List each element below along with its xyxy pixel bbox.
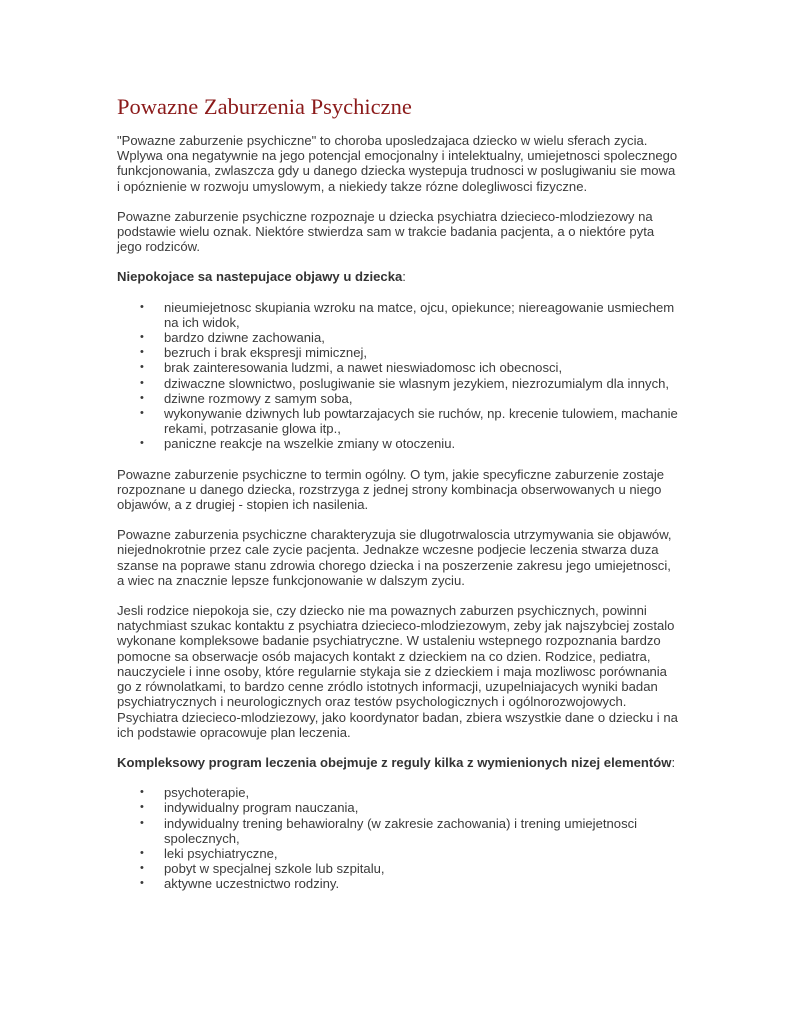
list-item-text: wykonywanie dziwnych lub powtarzajacych sie ruchów, np. krecenie tulowiem, machanie rekami, potrzasanie glowa itp., [164, 406, 678, 437]
list-item [117, 876, 679, 891]
bullet-icon: • [140, 437, 144, 450]
list-item-text: indywidualny program nauczania, [164, 800, 359, 816]
list-item [117, 816, 679, 846]
list-item [117, 406, 679, 436]
list-item-text: bardzo dziwne zachowania, [164, 330, 325, 346]
list-item-text: brak zainteresowania ludzmi, a nawet nieswiadomosc ich obecnosci, [164, 360, 563, 376]
list-item-text: psychoterapie, [164, 785, 250, 801]
bullet-icon: • [140, 300, 144, 313]
bullet-icon: • [140, 801, 144, 814]
bullet-icon: • [140, 391, 144, 404]
bullet-icon: • [140, 786, 144, 799]
bullet-icon: • [140, 331, 144, 344]
list-item-text: dziwne rozmowy z samym soba, [164, 390, 353, 406]
list-item-text: paniczne reakcje na wszelkie zmiany w otoczeniu. [164, 436, 456, 452]
list-item-text: leki psychiatryczne, [164, 845, 278, 861]
bullet-icon: • [140, 877, 144, 890]
symptoms-list [117, 300, 679, 452]
list-item [117, 345, 679, 360]
bullet-icon: • [140, 346, 144, 359]
list-item [117, 436, 679, 451]
symptoms-heading-text: Niepokojace sa nastepujace objawy u dziecka [117, 269, 403, 285]
treatment-heading [117, 755, 679, 770]
list-item [117, 376, 679, 391]
list-item [117, 360, 679, 375]
intro-paragraph-1: "Powazne zaburzenie psychiczne" to choroba uposledzajaca dziecko w wielu sferach zycia. Wplywa ona negatywnie na jego potencjal emocjonalny i intelektualny, umiejetnosci spolecznego funkcjonowania, zwlaszcza gdy u danego dziecka wystepuja trudnosci w poslugiwaniu sie mowa i opóznienie w rozwoju umyslowym, a niekiedy takze rózne dolegliwosci fizyczne. [117, 133, 678, 194]
list-item [117, 785, 679, 800]
treatment-heading-colon: : [671, 754, 676, 770]
bullet-icon: • [140, 846, 144, 859]
list-item-text: bezruch i brak ekspresji mimicznej, [164, 345, 368, 361]
treatment-heading-text: Kompleksowy program leczenia obejmuje z reguly kilka z wymienionych nizej elementów [117, 754, 672, 770]
list-item [117, 846, 679, 861]
page-title: Powazne Zaburzenia Psychiczne [117, 94, 412, 119]
treatment-list [117, 785, 679, 891]
list-item-text: pobyt w specjalnej szkole lub szpitalu, [164, 861, 385, 877]
list-item-text: aktywne uczestnictwo rodziny. [164, 876, 340, 892]
bullet-icon: • [140, 407, 144, 420]
bullet-icon: • [140, 816, 144, 829]
list-item-text: dziwaczne slownictwo, poslugiwanie sie wlasnym jezykiem, niezrozumialym dla innych, [164, 375, 670, 391]
list-item-text: indywidualny trening behawioralny (w zakresie zachowania) i trening umiejetnosci spolecznych, [164, 815, 638, 846]
list-item [117, 300, 679, 330]
symptoms-heading [117, 269, 679, 284]
bullet-icon: • [140, 862, 144, 875]
body-paragraph-2: Powazne zaburzenia psychiczne charakteryzuja sie dlugotrwaloscia utrzymywania sie objawów, niejednokrotnie przez cale zycie pacjenta. Jednakze wczesne podjecie leczenia stwarza duza szanse na poprawe stanu zdrowia chorego dziecka i na poszerzenie zakresu jego umiejetnosci, a wiec na znacznie lepsze funkcjonowanie w dalszym zyciu. [117, 527, 672, 588]
list-item [117, 391, 679, 406]
list-item [117, 800, 679, 815]
list-item [117, 861, 679, 876]
document-page [117, 88, 679, 907]
intro-paragraph-2: Powazne zaburzenie psychiczne rozpoznaje u dziecka psychiatra dziecieco-mlodziezowy na podstawie wielu oznak. Niektóre stwierdza sam w trakcie badania pacjenta, a o niektóre pyta jego rodziców. [117, 208, 655, 255]
body-paragraph-3: Jesli rodzice niepokoja sie, czy dziecko nie ma powaznych zaburzen psychicznych, powinni natychmiast szukac kontaktu z psychiatra dziecieco-mlodziezowym, zeby jak najszybciej zostalo wykonane kompleksowe badanie psychiatryczne. W ustaleniu wstepnego rozpoznania bardzo pomocne sa obserwacje osób majacych kontakt z dzieckiem na co dzien. Rodzice, pediatra, nauczyciele i inne osoby, które regularnie stykaja sie z dzieckiem i maja mozliwosc porównania go z równolatkami, to bardzo cenne zródlo istotnych informacji, uzupelniajacych wyniki badan psychiatrycznych i neurologicznych oraz testów psychologicznych i ogólnorozwojowych. Psychiatra dziecieco-mlodziezowy, jako koordynator badan, zbiera wszystkie dane o dziecku i na ich podstawie opracowuje plan leczenia. [117, 603, 678, 740]
list-item [117, 330, 679, 345]
symptoms-heading-colon: : [402, 269, 406, 285]
bullet-icon: • [140, 361, 144, 374]
list-item-text: nieumiejetnosc skupiania wzroku na matce, ojcu, opiekunce; niereagowanie usmiechem na ich widok, [164, 299, 675, 330]
bullet-icon: • [140, 376, 144, 389]
body-paragraph-1: Powazne zaburzenie psychiczne to termin ogólny. O tym, jakie specyficzne zaburzenie zostaje rozpoznane u danego dziecka, rozstrzyga z jednej strony kombinacja obserwowanych u niego objawów, a z drugiej - stopien ich nasilenia. [117, 466, 665, 513]
